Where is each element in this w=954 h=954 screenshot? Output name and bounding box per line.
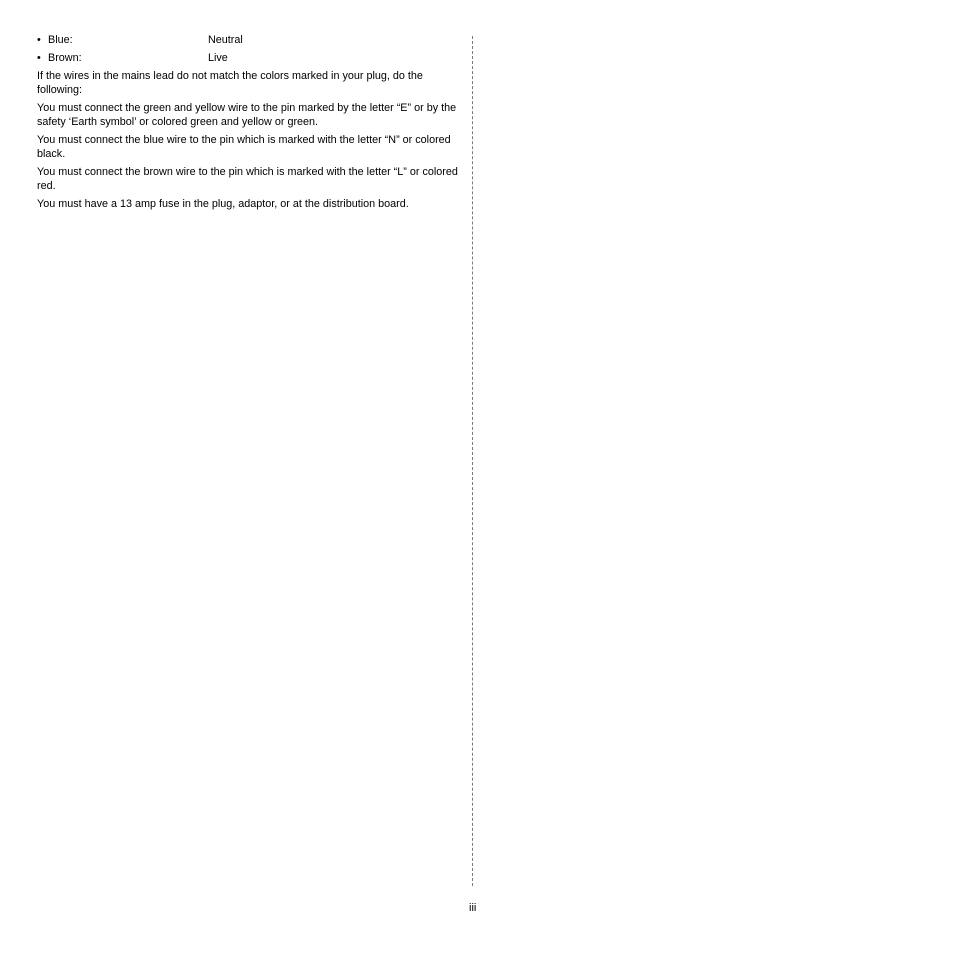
list-item-blue <box>37 33 463 51</box>
wire-color-label: Blue: <box>48 34 73 46</box>
main-column <box>37 33 463 215</box>
bullet-marker: • <box>37 52 41 64</box>
paragraph-neutral-wire: You must connect the blue wire to the pin which is marked with the letter “N” or colored black. <box>37 134 451 160</box>
wire-function-value: Neutral <box>208 34 243 46</box>
paragraph-live-wire: You must connect the brown wire to the pin which is marked with the letter “L” or colored red. <box>37 166 458 192</box>
wire-color-label: Brown: <box>48 52 82 64</box>
page-number: iii <box>469 902 477 914</box>
bullet-marker: • <box>37 34 41 46</box>
paragraph-intro: If the wires in the mains lead do not match the colors marked in your plug, do the following: <box>37 70 423 96</box>
column-divider <box>472 36 473 886</box>
list-item-brown <box>37 51 463 69</box>
paragraph-earth-wire: You must connect the green and yellow wire to the pin marked by the letter “E” or by the safety ‘Earth symbol’ or colored green and yellow or green. <box>37 102 457 128</box>
wire-function-value: Live <box>208 52 228 64</box>
paragraph-fuse: You must have a 13 amp fuse in the plug, adaptor, or at the distribution board. <box>37 198 409 210</box>
